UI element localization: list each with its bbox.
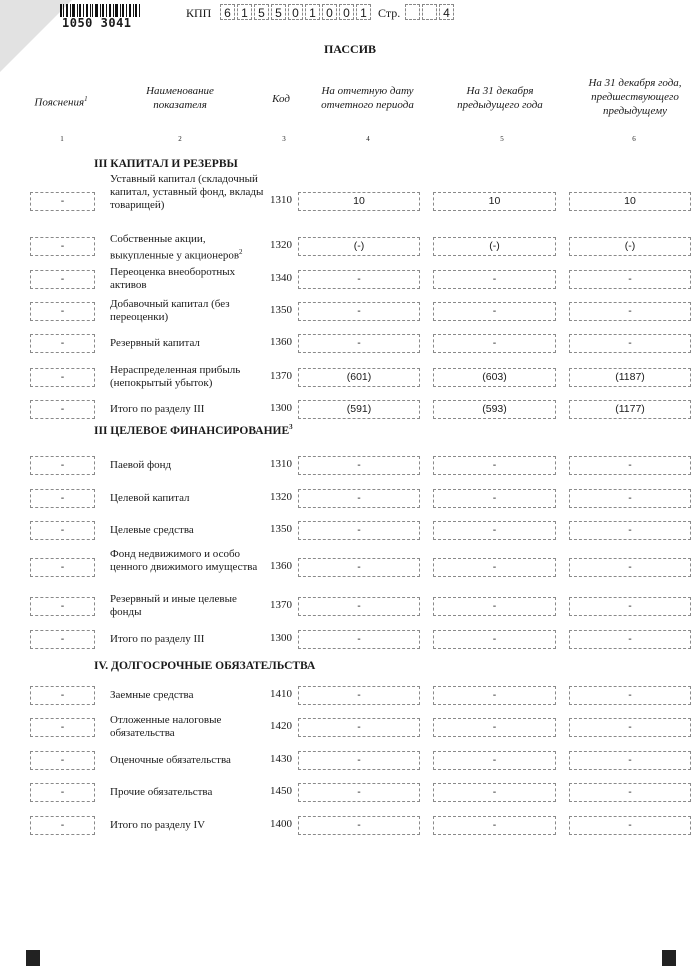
value-prev-year[interactable]: - <box>433 558 556 577</box>
col-number: 5 <box>500 135 504 143</box>
value-prev-prev-year[interactable]: - <box>569 718 691 737</box>
explanation-field[interactable]: - <box>30 686 95 705</box>
col-number: 6 <box>632 135 636 143</box>
indicator-name: Уставный капитал (складочный капитал, уставный фонд, вклады товарищей) <box>110 173 264 211</box>
value-prev-prev-year[interactable]: - <box>569 751 691 770</box>
explanation-field[interactable]: - <box>30 489 95 508</box>
col-header-explanations: Пояснения$^1$ <box>34 95 88 109</box>
value-prev-year[interactable]: - <box>433 302 556 321</box>
value-prev-prev-year[interactable]: - <box>569 597 691 616</box>
col-number: 4 <box>366 135 370 143</box>
indicator-name: Переоценка внеоборотных активов <box>110 266 236 291</box>
indicator-name: Резервный капитал <box>110 337 200 349</box>
value-current-period[interactable]: - <box>298 558 420 577</box>
kpp-digit: 0 <box>322 4 337 20</box>
row-code: 1320 <box>270 491 292 503</box>
indicator-name: Итого по разделу IV <box>110 819 206 831</box>
explanation-field[interactable]: - <box>30 456 95 475</box>
kpp-digit: 0 <box>288 4 303 20</box>
value-current-period[interactable]: - <box>298 718 420 737</box>
col-header-prev-prev-year: На 31 декабря года, предшествующего предыдущему <box>588 77 682 117</box>
value-prev-year[interactable]: - <box>433 456 556 475</box>
value-current-period[interactable]: (591) <box>298 400 420 419</box>
row-code: 1310 <box>270 194 292 206</box>
kpp-digit: 0 <box>339 4 354 20</box>
page-digit <box>405 4 420 20</box>
value-current-period[interactable]: - <box>298 597 420 616</box>
kpp-digit: 1 <box>356 4 371 20</box>
explanation-field[interactable]: - <box>30 630 95 649</box>
explanation-field[interactable]: - <box>30 192 95 211</box>
value-current-period[interactable]: - <box>298 751 420 770</box>
value-current-period[interactable]: - <box>298 334 420 353</box>
explanation-field[interactable]: - <box>30 783 95 802</box>
col-number: 2 <box>178 135 182 143</box>
indicator-name: Добавочный капитал (без переоценки) <box>110 298 230 323</box>
row-code: 1350 <box>270 304 292 316</box>
indicator-name: Оценочные обязательства <box>110 754 231 766</box>
value-current-period[interactable]: - <box>298 686 420 705</box>
kpp-digit: 5 <box>271 4 286 20</box>
value-prev-year[interactable]: 10 <box>433 192 556 211</box>
row-code: 1340 <box>270 272 292 284</box>
page-digit: 4 <box>439 4 454 20</box>
kpp-digit: 6 <box>220 4 235 20</box>
value-prev-prev-year[interactable]: - <box>569 816 691 835</box>
explanation-field[interactable]: - <box>30 816 95 835</box>
section-title: IV. ДОЛГОСРОЧНЫЕ ОБЯЗАТЕЛЬСТВА <box>94 660 316 672</box>
value-current-period[interactable]: - <box>298 270 420 289</box>
indicator-name: Целевой капитал <box>110 492 190 504</box>
page-digit <box>422 4 437 20</box>
row-code: 1420 <box>270 720 292 732</box>
kpp-label: КПП <box>186 6 212 20</box>
row-code: 1300 <box>270 402 292 414</box>
kpp-digit: 1 <box>237 4 252 20</box>
row-code: 1360 <box>270 336 292 348</box>
row-code: 1370 <box>270 599 292 611</box>
page-title: ПАССИВ <box>323 42 377 56</box>
col-header-prev-year: На 31 декабря предыдущего года <box>457 85 543 111</box>
value-prev-year[interactable]: (593) <box>433 400 556 419</box>
indicator-name: Заемные средства <box>110 689 194 701</box>
kpp-digit: 1 <box>305 4 320 20</box>
value-current-period[interactable]: (601) <box>298 368 420 387</box>
value-prev-year[interactable]: - <box>433 783 556 802</box>
value-prev-year[interactable]: (603) <box>433 368 556 387</box>
col-header-current: На отчетную дату отчетного периода <box>321 85 414 111</box>
value-prev-year[interactable]: - <box>433 751 556 770</box>
value-current-period[interactable]: - <box>298 783 420 802</box>
indicator-name: Паевой фонд <box>110 459 172 471</box>
explanation-field[interactable]: - <box>30 521 95 540</box>
indicator-name: Итого по разделу III <box>110 403 205 415</box>
row-code: 1310 <box>270 458 292 470</box>
value-current-period[interactable]: - <box>298 630 420 649</box>
value-prev-year[interactable]: - <box>433 718 556 737</box>
col-number: 1 <box>60 135 64 143</box>
row-code: 1360 <box>270 560 292 572</box>
alignment-marker <box>662 950 676 966</box>
value-prev-prev-year[interactable]: - <box>569 270 691 289</box>
value-prev-prev-year[interactable]: - <box>569 686 691 705</box>
row-code: 1370 <box>270 370 292 382</box>
value-prev-year[interactable]: (-) <box>433 237 556 256</box>
explanation-field[interactable]: - <box>30 597 95 616</box>
indicator-name: Нераспределенная прибыль (непокрытый убыток) <box>110 364 241 389</box>
explanation-field[interactable]: - <box>30 237 95 256</box>
section-title: III КАПИТАЛ И РЕЗЕРВЫ <box>94 158 238 170</box>
value-current-period[interactable]: 10 <box>298 192 420 211</box>
row-code: 1430 <box>270 753 292 765</box>
explanation-field[interactable]: - <box>30 558 95 577</box>
row-code: 1450 <box>270 785 292 797</box>
col-header-code: Код <box>272 93 290 105</box>
explanation-field[interactable]: - <box>30 334 95 353</box>
value-prev-prev-year[interactable]: - <box>569 630 691 649</box>
indicator-name: Отложенные налоговые обязательства <box>110 714 222 739</box>
value-prev-prev-year[interactable]: - <box>569 456 691 475</box>
value-prev-prev-year[interactable]: (1187) <box>569 368 691 387</box>
indicator-name: Целевые средства <box>110 524 194 536</box>
value-prev-year[interactable]: - <box>433 816 556 835</box>
section-title: III ЦЕЛЕВОЕ ФИНАНСИРОВАНИЕ$^3$ <box>94 423 293 437</box>
value-prev-year[interactable]: - <box>433 334 556 353</box>
indicator-name: Итого по разделу III <box>110 633 205 645</box>
value-prev-year[interactable]: - <box>433 521 556 540</box>
value-prev-prev-year[interactable]: - <box>569 302 691 321</box>
barcode-number: 1050 3041 <box>62 16 132 30</box>
value-prev-prev-year[interactable]: 10 <box>569 192 691 211</box>
value-prev-year[interactable]: - <box>433 597 556 616</box>
value-current-period[interactable]: - <box>298 489 420 508</box>
col-number: 3 <box>282 135 286 143</box>
col-header-indicator: Наименование показателя <box>146 85 214 111</box>
explanation-field[interactable]: - <box>30 400 95 419</box>
explanation-field[interactable]: - <box>30 368 95 387</box>
row-code: 1400 <box>270 818 292 830</box>
explanation-field[interactable]: - <box>30 270 95 289</box>
value-prev-year[interactable]: - <box>433 630 556 649</box>
value-prev-prev-year[interactable]: - <box>569 521 691 540</box>
value-current-period[interactable]: - <box>298 302 420 321</box>
value-prev-year[interactable]: - <box>433 686 556 705</box>
row-code: 1300 <box>270 632 292 644</box>
value-prev-prev-year[interactable]: - <box>569 334 691 353</box>
kpp-digit: 5 <box>254 4 269 20</box>
value-current-period[interactable]: - <box>298 521 420 540</box>
value-current-period[interactable]: - <box>298 816 420 835</box>
value-current-period[interactable]: - <box>298 456 420 475</box>
explanation-field[interactable]: - <box>30 718 95 737</box>
value-prev-year[interactable]: - <box>433 270 556 289</box>
value-prev-prev-year[interactable]: - <box>569 558 691 577</box>
value-prev-prev-year[interactable]: - <box>569 489 691 508</box>
row-code: 1320 <box>270 239 292 251</box>
indicator-name: Фонд недвижимого и особо ценного движимого имущества <box>110 548 258 573</box>
explanation-field[interactable]: - <box>30 751 95 770</box>
page-label: Стр. <box>378 6 401 20</box>
row-code: 1410 <box>270 688 292 700</box>
indicator-name: Резервный и иные целевые фонды <box>110 593 237 618</box>
explanation-field[interactable]: - <box>30 302 95 321</box>
value-prev-prev-year[interactable]: (-) <box>569 237 691 256</box>
indicator-name: Прочие обязательства <box>110 786 213 798</box>
value-prev-prev-year[interactable]: (1177) <box>569 400 691 419</box>
value-prev-year[interactable]: - <box>433 489 556 508</box>
alignment-marker <box>26 950 40 966</box>
indicator-name: Собственные акции, выкупленные у акционеров$^2$ <box>110 233 243 262</box>
value-prev-prev-year[interactable]: - <box>569 783 691 802</box>
row-code: 1350 <box>270 523 292 535</box>
value-current-period[interactable]: (-) <box>298 237 420 256</box>
